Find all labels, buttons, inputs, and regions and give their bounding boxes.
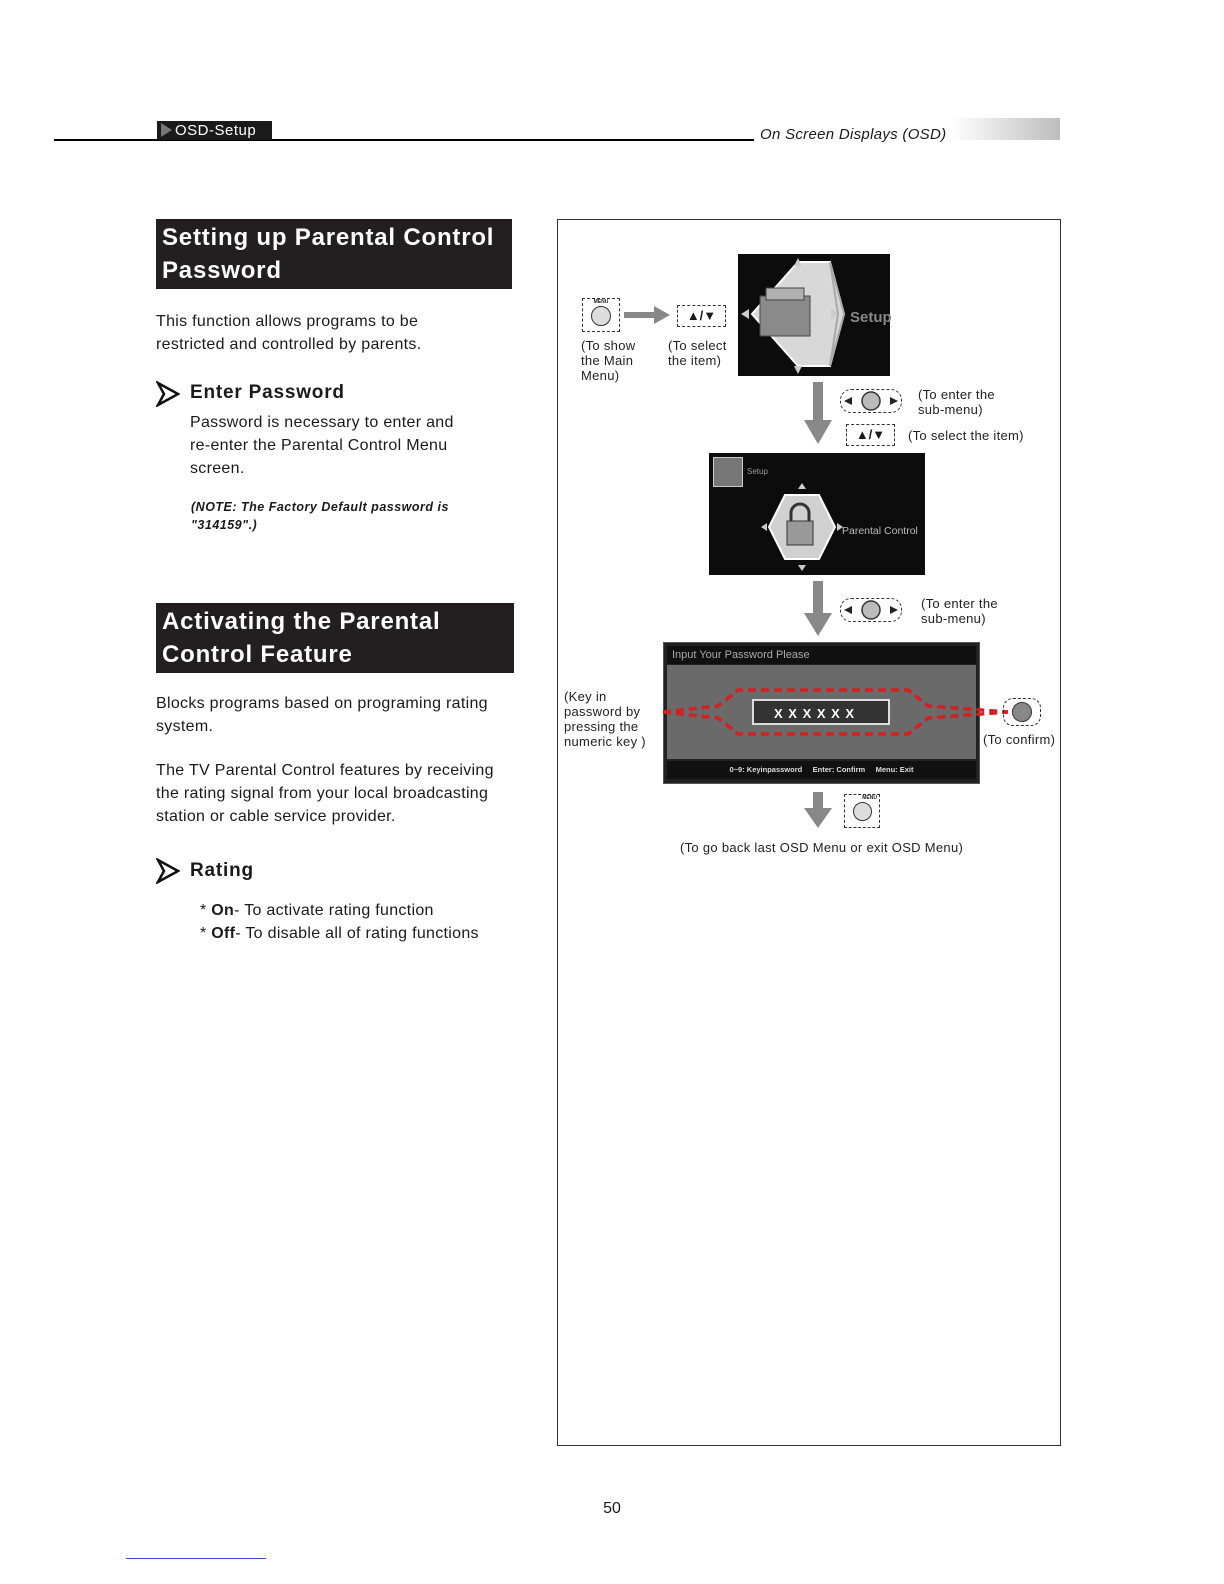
password-input[interactable]: X X X X X X <box>752 699 890 725</box>
menu-button-icon: MENU <box>844 794 880 828</box>
padlock-cube-icon <box>757 481 847 573</box>
left-enter-right-button-icon <box>840 598 902 622</box>
highlight-dashes <box>658 684 1018 740</box>
caption-go-back: (To go back last OSD Menu or exit OSD Menu) <box>680 840 964 855</box>
rating-options <box>200 899 479 945</box>
play-triangle-icon <box>161 123 172 137</box>
caption-select-the-item: (To select the item) <box>908 428 1024 443</box>
rating-on-item: * On- To activate rating function <box>200 902 434 919</box>
rating-heading: Rating <box>190 860 254 881</box>
rating-off-item: * Off- To disable all of rating functions <box>200 925 479 942</box>
up-down-button-icon: ▲/▼ <box>677 305 726 327</box>
up-down-button-icon: ▲/▼ <box>846 424 895 446</box>
setup-menu-screen: Setup <box>738 254 890 376</box>
header-gradient <box>952 118 1060 140</box>
caption-enter-submenu: (To enter the sub-menu) <box>918 387 995 417</box>
caption-key-in-password: (Key in password by pressing the numeric key ) <box>564 689 646 749</box>
section2-p2: The TV Parental Control features by receiving the rating signal from your local broadcasting station or cable service provider. <box>156 762 494 825</box>
enter-button-icon <box>1003 698 1041 726</box>
section2-p1: Blocks programs based on programing rating system. <box>156 695 488 735</box>
arrowhead-bullet-icon <box>156 381 180 407</box>
chapter-title: On Screen Displays (OSD) <box>760 126 947 143</box>
password-footer: 0~9: Keyinpassword Enter: Confirm Menu: Exit <box>667 761 976 779</box>
down-arrow-icon <box>804 581 832 637</box>
parental-control-screen: Setup Parental Control <box>709 453 925 575</box>
default-password-note: (NOTE: The Factory Default password is "314159".) <box>191 500 449 532</box>
section1-title: Setting up Parental Control Password <box>156 219 512 289</box>
page-number: 50 <box>603 1500 621 1517</box>
setup-small-icon <box>713 457 743 487</box>
section2-title: Activating the Parental Control Feature <box>156 603 514 673</box>
footer-rule <box>126 1558 266 1559</box>
caption-show-main-menu: (To show the Main Menu) <box>581 338 636 383</box>
down-arrow-icon <box>804 382 832 446</box>
section1-intro: This function allows programs to be restricted and controlled by parents. <box>156 313 422 353</box>
enter-password-heading: Enter Password <box>190 382 345 403</box>
caption-select-item: (To select the item) <box>668 338 727 368</box>
password-screen-title: Input Your Password Please <box>667 646 976 664</box>
right-arrow-icon <box>624 305 672 325</box>
caption-enter-submenu-2: (To enter the sub-menu) <box>921 596 998 626</box>
left-enter-right-button-icon <box>840 389 902 413</box>
section-tag: OSD-Setup <box>157 121 272 140</box>
menu-button-icon: MENU <box>582 298 620 332</box>
enter-password-desc: Password is necessary to enter and re-enter the Parental Control Menu screen. <box>190 414 454 477</box>
caption-confirm: (To confirm) <box>983 732 1056 747</box>
down-arrow-icon <box>804 792 832 830</box>
arrowhead-bullet-icon <box>156 858 180 884</box>
